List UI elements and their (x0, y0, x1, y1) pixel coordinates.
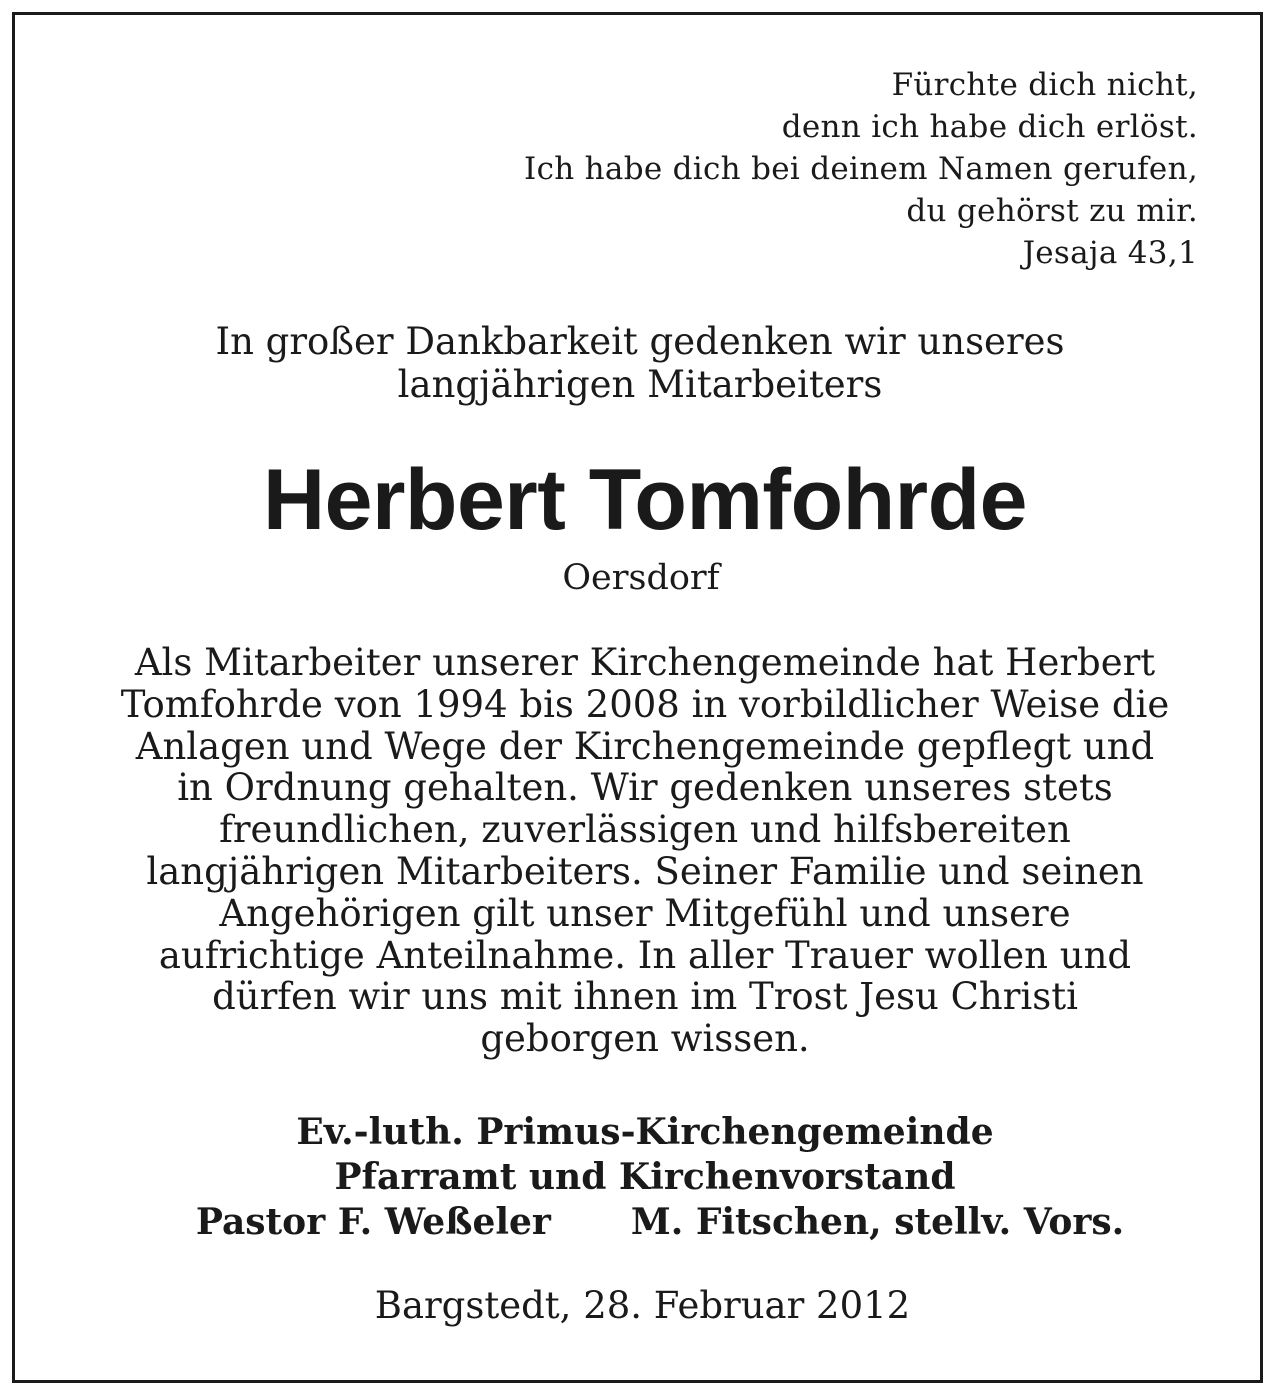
tribute-line: Als Mitarbeiter unserer Kirchengemeinde hat Herbert (134, 641, 1156, 684)
tribute-line: geborgen wissen. (480, 1017, 810, 1061)
intro-line: langjährigen Mitarbeiters (397, 363, 883, 406)
tribute-text (0, 642, 1280, 1060)
organization-name: Ev.-luth. Primus-Kirchengemeinde (296, 1111, 994, 1153)
deputy-name: M. Fitschen, stellv. Vors. (630, 1201, 1125, 1243)
verse-line: Ich habe dich bei deinem Namen gerufen, (524, 151, 1198, 187)
place-date: Bargstedt, 28. Februar 2012 (374, 1284, 911, 1327)
verse-line: denn ich habe dich erlöst. (781, 109, 1198, 145)
signatories (0, 1110, 1280, 1245)
deceased-place: Oersdorf (562, 558, 720, 598)
tribute-line: langjährigen Mitarbeiters. Seiner Familie und seinen (146, 849, 1144, 893)
pastor-name: Pastor F. Weßeler (195, 1201, 551, 1243)
verse-reference: Jesaja 43,1 (1022, 235, 1198, 271)
tribute-line: in Ordnung gehalten. Wir gedenken unseres stets (177, 766, 1113, 810)
deceased-name: Herbert Tomfohrde (263, 452, 1027, 548)
tribute-line: freundlichen, zuverlässigen und hilfsbereiten (219, 808, 1071, 852)
verse-line: Fürchte dich nicht, (891, 67, 1198, 103)
tribute-line: Tomfohrde von 1994 bis 2008 in vorbildlicher Weise die (120, 682, 1170, 726)
tribute-line: Angehörigen gilt unser Mitgefühl und unsere (219, 891, 1071, 935)
office-name: Pfarramt und Kirchenvorstand (334, 1156, 956, 1198)
tribute-line: dürfen wir uns mit ihnen im Trost Jesu Christi (212, 975, 1078, 1019)
verse-line: du gehörst zu mir. (906, 193, 1198, 229)
intro-line: In großer Dankbarkeit gedenken wir unseres (215, 320, 1065, 363)
intro-text (0, 320, 1280, 406)
bible-verse (524, 64, 1198, 274)
signature-row (0, 1200, 1280, 1245)
tribute-line: Anlagen und Wege der Kirchengemeinde gepflegt und (135, 724, 1155, 768)
tribute-line: aufrichtige Anteilnahme. In aller Trauer wollen und (158, 933, 1132, 977)
